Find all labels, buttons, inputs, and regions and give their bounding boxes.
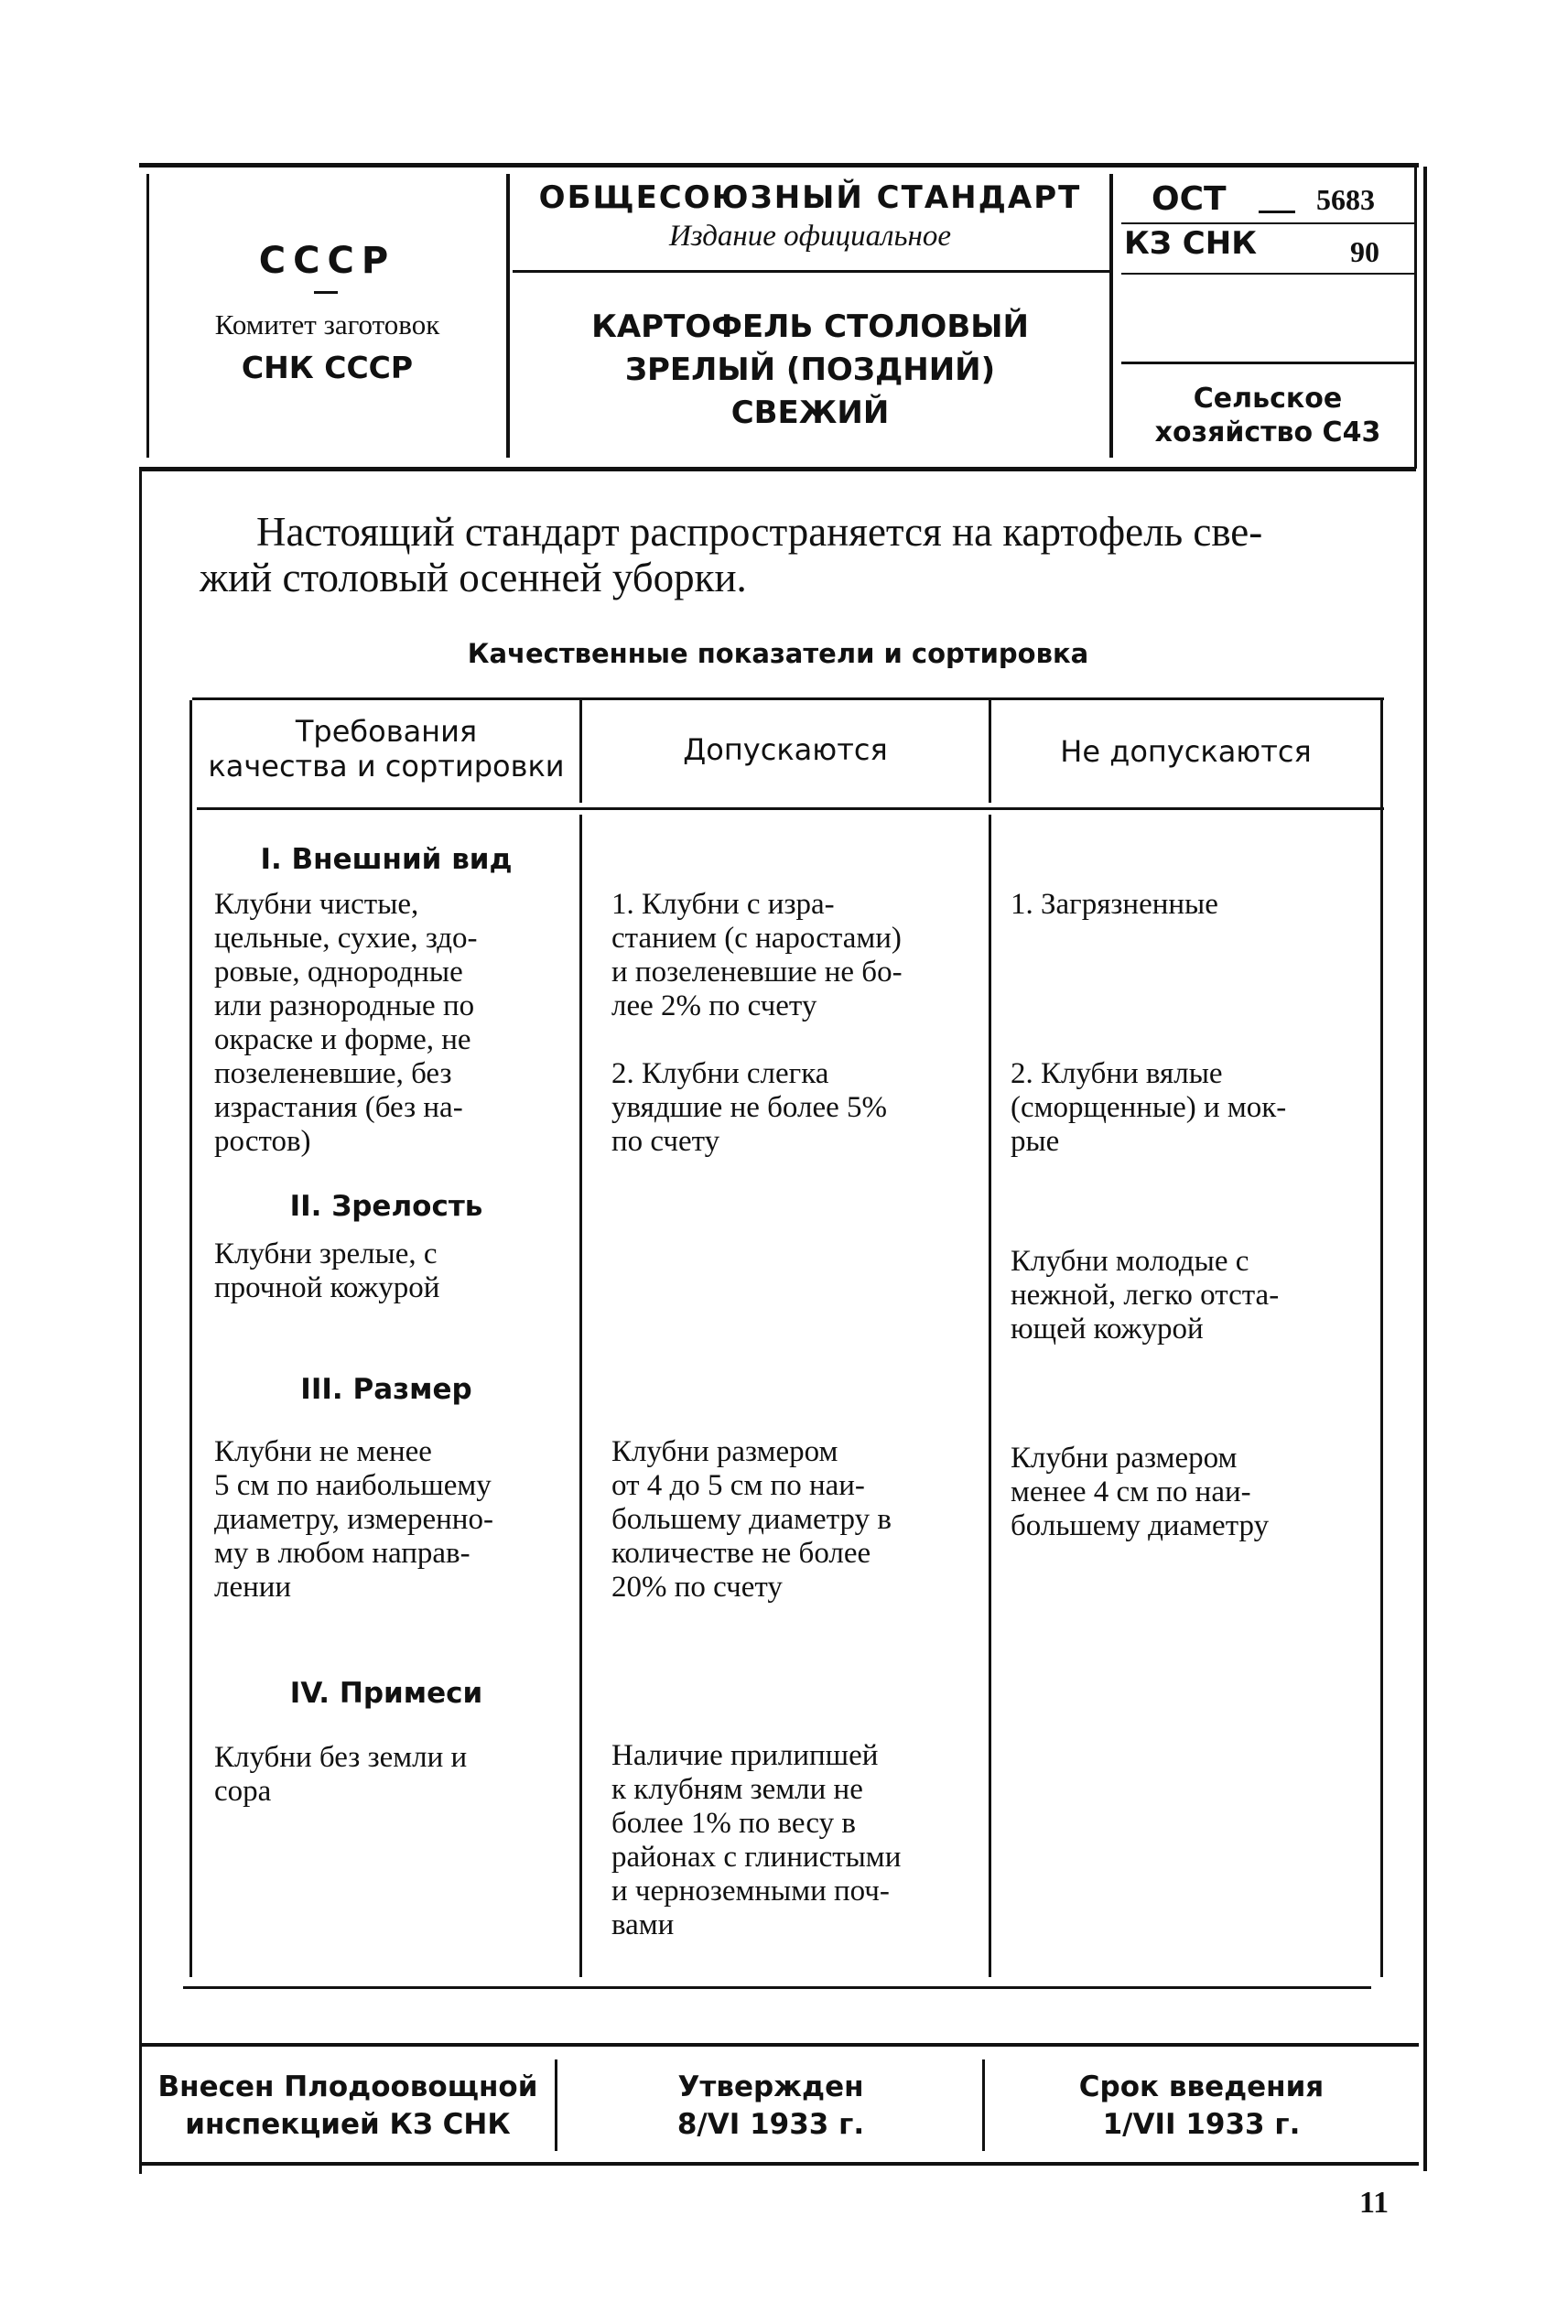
col-divider-2	[989, 815, 991, 1977]
requirement-impurities	[214, 1741, 557, 1809]
text-line: и позеленевшие не бо-	[611, 956, 903, 989]
allowed-appearance-2	[611, 1057, 957, 1159]
text-line: ющей кожурой	[1011, 1313, 1204, 1346]
text-line: лее 2% по счету	[611, 989, 817, 1022]
text-line: менее 4 см по наи-	[1011, 1475, 1251, 1508]
not-allowed-appearance-2	[1011, 1057, 1363, 1159]
section-title-size: III. Размер	[300, 1373, 472, 1406]
col-header-requirements-line2: качества и сортировки	[208, 749, 565, 784]
text-line: более 1% по весу в	[611, 1807, 856, 1840]
not-allowed-size	[1011, 1442, 1363, 1543]
effective-line2: 1/VII 1933 г.	[1102, 2108, 1301, 2141]
approved-line1: Утвержден	[677, 2070, 864, 2103]
ost-label: ОСТ	[1152, 180, 1227, 218]
product-title-line3: СВЕЖИЙ	[730, 395, 890, 431]
text-line: от 4 до 5 см по наи-	[611, 1469, 865, 1502]
col-header-not-allowed: Не допускаются	[1060, 734, 1312, 769]
requirement-size	[214, 1435, 557, 1605]
table-left-border	[189, 700, 192, 1977]
header-divider-2	[1109, 174, 1113, 458]
footer-divider-2	[982, 2059, 985, 2151]
text-line: нежной, легко отста-	[1011, 1279, 1280, 1312]
text-line: окраске и форме, не	[214, 1023, 471, 1056]
col-header-requirements	[194, 714, 579, 784]
text-line: к клубням земли не	[611, 1773, 863, 1806]
text-line: диаметру, измеренно-	[214, 1503, 493, 1536]
country-label: СССР	[258, 240, 396, 282]
text-line: Клубни размером	[611, 1435, 838, 1468]
text-line: цельные, сухие, здо-	[214, 922, 478, 955]
not-allowed-appearance-1	[1011, 888, 1363, 922]
intro-line1: Настоящий стандарт распространяется на картофель све-	[256, 509, 1263, 555]
dash-mark	[314, 291, 338, 294]
allowed-impurities	[611, 1739, 957, 1942]
header-top-rule	[139, 163, 1419, 168]
section-title-maturity: II. Зрелость	[289, 1190, 483, 1223]
text-line: вами	[611, 1908, 675, 1941]
text-line: и черноземными поч-	[611, 1875, 890, 1908]
allowed-size	[611, 1435, 957, 1605]
requirement-maturity	[214, 1238, 557, 1305]
text-line: районах с глинистыми	[611, 1841, 902, 1874]
footer-top-rule	[139, 2043, 1419, 2047]
text-line: ростов)	[214, 1125, 311, 1158]
text-line: 5 см по наибольшему	[214, 1469, 492, 1502]
committee-line2: СНК СССР	[241, 350, 414, 385]
standard-title: ОБЩЕСОЮЗНЫЙ СТАНДАРТ	[538, 179, 1082, 216]
text-line: 20% по счету	[611, 1571, 783, 1604]
ost-number: 5683	[1316, 183, 1375, 216]
footer-bottom-rule	[139, 2162, 1419, 2166]
header-right-rule-2	[1121, 273, 1414, 275]
product-title-line2: ЗРЕЛЫЙ (ПОЗДНИЙ)	[624, 351, 996, 388]
table-right-border	[1380, 700, 1383, 1977]
committee-line1: Комитет заготовок	[214, 308, 440, 340]
allowed-appearance-1	[611, 888, 957, 1023]
text-line: ровые, однородные	[214, 956, 463, 989]
table-bottom-rule	[183, 1986, 1371, 1989]
page-left-rule	[139, 471, 142, 2174]
submitted-line2: инспекцией КЗ СНК	[185, 2108, 511, 2141]
page-right-rule	[1423, 167, 1427, 2171]
text-line: Клубни зрелые, с	[214, 1238, 438, 1270]
edition-label: Издание официальное	[668, 220, 952, 253]
intro-line2: жий столовый осенней уборки.	[200, 555, 747, 600]
text-line: позеленевшие, без	[214, 1057, 452, 1090]
header-right-border	[1414, 167, 1417, 469]
category-line1: Сельское	[1193, 383, 1343, 415]
text-line: большему диаметру	[1011, 1509, 1270, 1542]
submitted-line1: Внесен Плодоовощной	[157, 2070, 538, 2103]
text-line: или разнородные по	[214, 989, 475, 1022]
table-top-rule	[192, 697, 1384, 700]
requirement-appearance	[214, 888, 557, 1159]
approved-line2: 8/VI 1933 г.	[676, 2108, 865, 2141]
text-line: лении	[214, 1571, 292, 1604]
text-line: большему диаметру в	[611, 1503, 892, 1536]
text-line: количестве не более	[611, 1537, 871, 1570]
text-line: Клубни без земли и	[214, 1741, 468, 1774]
table-title: Качественные показатели и сортировка	[467, 638, 1089, 669]
col-header-requirements-line1: Требования	[295, 714, 478, 749]
text-line: му в любом направ-	[214, 1537, 470, 1570]
header-bottom-rule	[139, 467, 1416, 471]
text-line: 2. Клубни слегка	[611, 1057, 829, 1090]
footer-divider-1	[555, 2059, 557, 2151]
ost-dash	[1259, 211, 1295, 213]
text-line: Клубни размером	[1011, 1442, 1238, 1475]
page-number: 11	[1359, 2186, 1390, 2220]
col-header-allowed: Допускаются	[683, 732, 888, 767]
text-line: сора	[214, 1775, 272, 1808]
header-mid-rule	[513, 270, 1109, 273]
table-header-rule	[197, 807, 1384, 810]
text-line: Клубни не менее	[214, 1435, 432, 1468]
text-line: станием (с наростами)	[611, 922, 902, 955]
text-line: 2. Клубни вялые	[1011, 1057, 1223, 1090]
col-divider-1	[579, 815, 582, 1977]
category-line2: хозяйство С43	[1154, 416, 1381, 449]
kz-label: КЗ СНК	[1124, 225, 1257, 262]
text-line: 1. Клубни с изра-	[611, 888, 835, 921]
text-line: Наличие прилипшей	[611, 1739, 879, 1772]
section-title-impurities: IV. Примеси	[289, 1677, 483, 1710]
kz-number: 90	[1350, 235, 1379, 268]
text-line: израстания (без на-	[214, 1091, 463, 1124]
text-line: прочной кожурой	[214, 1271, 440, 1304]
header-right-rule-1	[1121, 222, 1414, 224]
not-allowed-maturity	[1011, 1245, 1363, 1346]
text-line: (сморщенные) и мок-	[1011, 1091, 1287, 1124]
text-line: по счету	[611, 1125, 720, 1158]
effective-line1: Срок введения	[1078, 2070, 1325, 2103]
text-line: Клубни чистые,	[214, 888, 419, 921]
text-line: Клубни молодые с	[1011, 1245, 1249, 1278]
text-line: рые	[1011, 1125, 1060, 1158]
header-right-rule-3	[1121, 362, 1414, 364]
text-line: 1. Загрязненные	[1011, 888, 1218, 921]
section-title-appearance: I. Внешний вид	[260, 843, 513, 876]
text-line: увядшие не более 5%	[611, 1091, 887, 1124]
product-title-line1: КАРТОФЕЛЬ СТОЛОВЫЙ	[591, 308, 1029, 345]
